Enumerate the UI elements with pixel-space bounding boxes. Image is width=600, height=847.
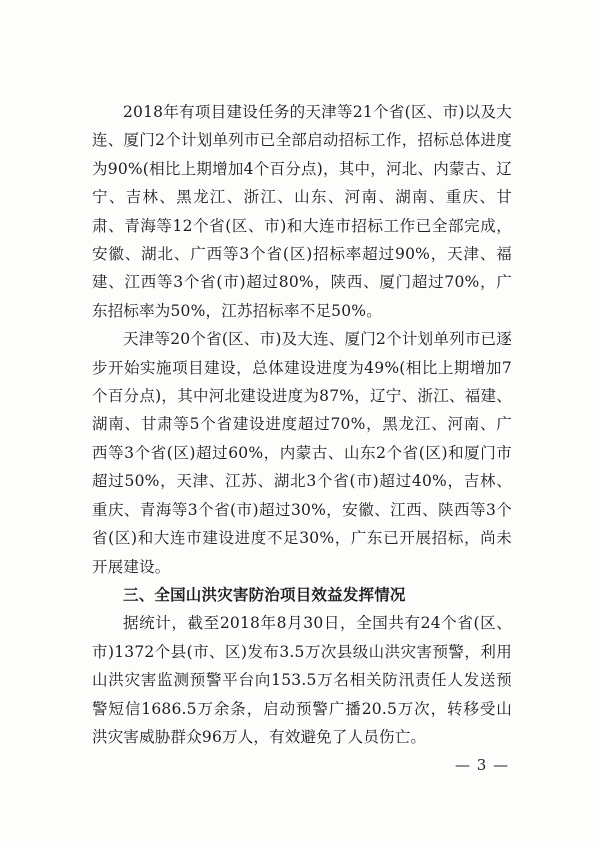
paragraph-benefits: 据统计，截至2018年8月30日，全国共有24个省(区、市)1372个县(市、区)发布3.5万次县级山洪灾害预警，利用山洪灾害监测预警平台向153.5万名相关防汛责任人发送预警短信1686.5万余条，启动预警广播20.5万次，转移受山洪灾害威胁群众96万人，有效避免了人员伤亡。 [92, 614, 512, 746]
paragraph-bidding-progress: 2018年有项目建设任务的天津等21个省(区、市)以及大连、厦门2个计划单列市已全部启动招标工作，招标总体进度为90%(相比上期增加4个百分点)，其中，河北、内蒙古、辽宁、吉林、黑龙江、浙江、山东、河南、湖南、重庆、甘肃、青海等12个省(区、市)和大连市招标工作已全部完成，安徽、湖北、广西等3个省(区)招标率超过90%，天津、福建、江西等3个省(市)超过80%，陕西、厦门超过70%，广东招标率为50%，江苏招标率不足50%。 [92, 103, 512, 320]
page-number: — 3 — [455, 756, 510, 774]
paragraph-construction-progress: 天津等20个省(区、市)及大连、厦门2个计划单列市已逐步开始实施项目建设，总体建设进度为49%(相比上期增加7个百分点)，其中河北建设进度为87%，辽宁、浙江、福建、湖南、甘肃等5个省建设进度超过70%，黑龙江、河南、广西等3个省(区)超过60%，内蒙古、山东2个省(区)和厦门市超过50%，天津、江苏、湖北3个省(市)超过40%，吉林、重庆、青海等3个省(市)超过30%，安徽、江西、陕西等3个省(区)和大连市建设进度不足30%，广东已开展招标，尚未开展建设。 [92, 330, 512, 576]
document-body [92, 98, 512, 751]
section-heading: 三、全国山洪灾害防治项目效益发挥情况 [123, 585, 406, 604]
